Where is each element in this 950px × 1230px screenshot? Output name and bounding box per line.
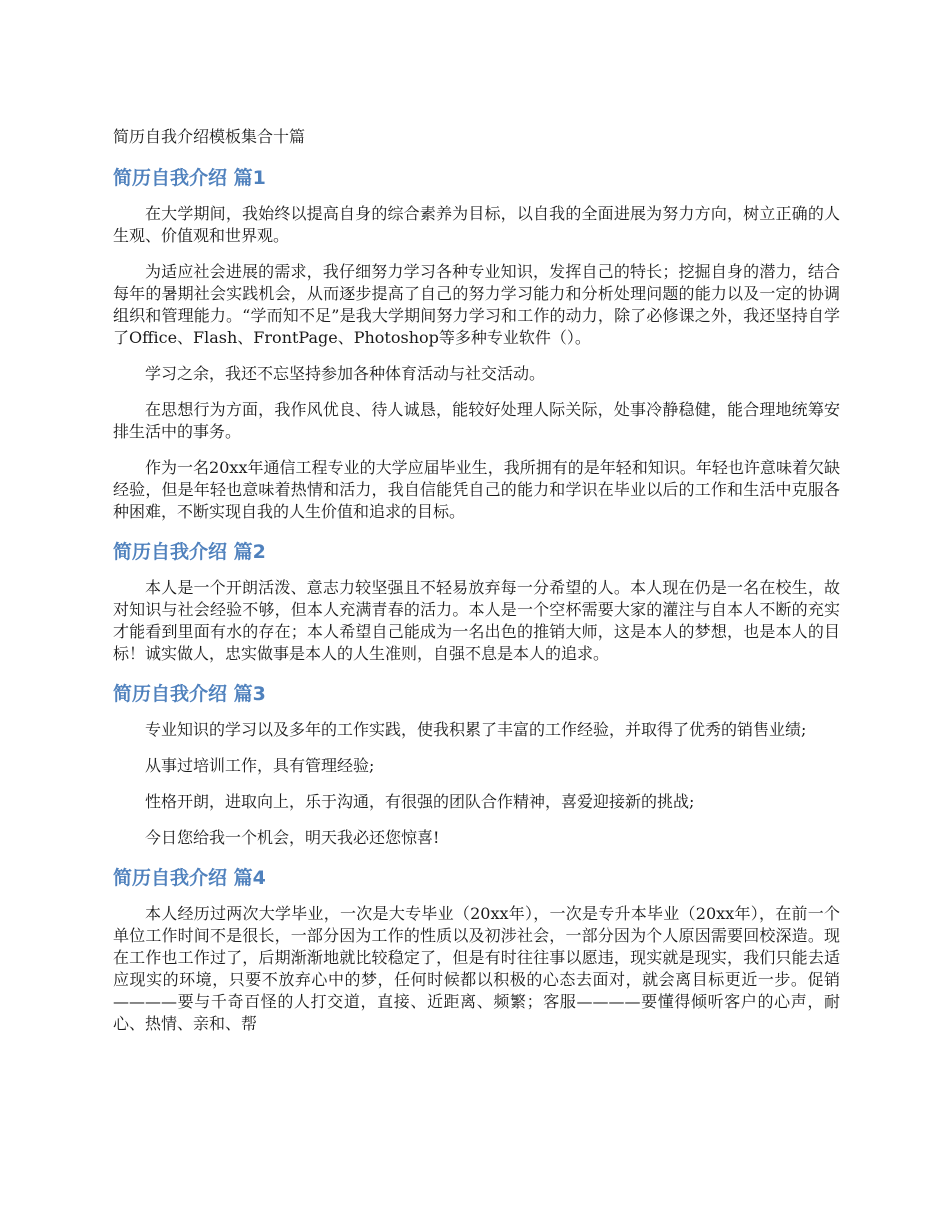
paragraph: 本人经历过两次大学毕业，一次是大专毕业（20xx年），一次是专升本毕业（20xx年），在前一个单位工作时间不是很长，一部分因为工作的性质以及初涉社会，一部分因为个人原因需要回校深造。现在工作也工作过了，后期渐渐地就比较稳定了，但是有时往往事以愿违，现实就是现实，我们只能去适应现实的环境，只要不放弃心中的梦，任何时候都以积极的心态去面对，就会离目标更近一步。促销————要与千奇百怪的人打交道，直接、近距离、频繁；客服————要懂得倾听客户的心声，耐心、热情、亲和、帮 [113, 904, 840, 1033]
paragraph: 专业知识的学习以及多年的工作实践，使我积累了丰富的工作经验，并取得了优秀的销售业绩; [145, 720, 807, 739]
paragraph: 学习之余，我还不忘坚持参加各种体育活动与社交活动。 [145, 364, 546, 383]
section-1 [113, 163, 840, 523]
paragraph: 本人是一个开朗活泼、意志力较坚强且不轻易放弃每一分希望的人。本人现在仍是一名在校生，故对知识与社会经验不够，但本人充满青春的活力。本人是一个空杯需要大家的灌注与自本人不断的充实才能看到里面有水的存在；本人希望自己能成为一名出色的推销大师，这是本人的梦想，也是本人的目标！诚实做人，忠实做事是本人的人生准则，自强不息是本人的追求。 [113, 578, 840, 663]
paragraph: 在大学期间，我始终以提高自身的综合素养为目标，以自我的全面进展为努力方向，树立正确的人生观、价值观和世界观。 [113, 204, 840, 245]
section-2 [113, 537, 840, 665]
document-page [113, 123, 840, 1049]
section-3 [113, 679, 840, 849]
section-heading: 简历自我介绍 篇2 [113, 541, 266, 563]
paragraph: 今日您给我一个机会，明天我必还您惊喜! [145, 828, 440, 847]
section-heading: 简历自我介绍 篇1 [113, 167, 266, 189]
paragraph: 从事过培训工作，具有管理经验; [145, 756, 375, 775]
section-heading: 简历自我介绍 篇4 [113, 867, 266, 889]
paragraph: 性格开朗，进取向上，乐于沟通，有很强的团队合作精神，喜爱迎接新的挑战; [145, 792, 695, 811]
paragraph: 为适应社会进展的需求，我仔细努力学习各种专业知识，发挥自己的特长；挖掘自身的潜力，结合每年的暑期社会实践机会，从而逐步提高了自己的努力学习能力和分析处理问题的能力以及一定的协调组织和管理能力。“学而知不足”是我大学期间努力学习和工作的动力，除了必修课之外，我还坚持自学了Office、Flash、FrontPage、Photoshop等多种专业软件（）。 [113, 262, 840, 347]
section-heading: 简历自我介绍 篇3 [113, 683, 266, 705]
section-4 [113, 863, 840, 1035]
paragraph: 作为一名20xx年通信工程专业的大学应届毕业生，我所拥有的是年轻和知识。年轻也许意味着欠缺经验，但是年轻也意味着热情和活力，我自信能凭自己的能力和学识在毕业以后的工作和生活中克服各种困难，不断实现自我的人生价值和追求的目标。 [113, 458, 840, 521]
paragraph: 在思想行为方面，我作风优良、待人诚恳，能较好处理人际关际，处事冷静稳健，能合理地统筹安排生活中的事务。 [113, 400, 840, 441]
document-title: 简历自我介绍模板集合十篇 [113, 127, 306, 146]
